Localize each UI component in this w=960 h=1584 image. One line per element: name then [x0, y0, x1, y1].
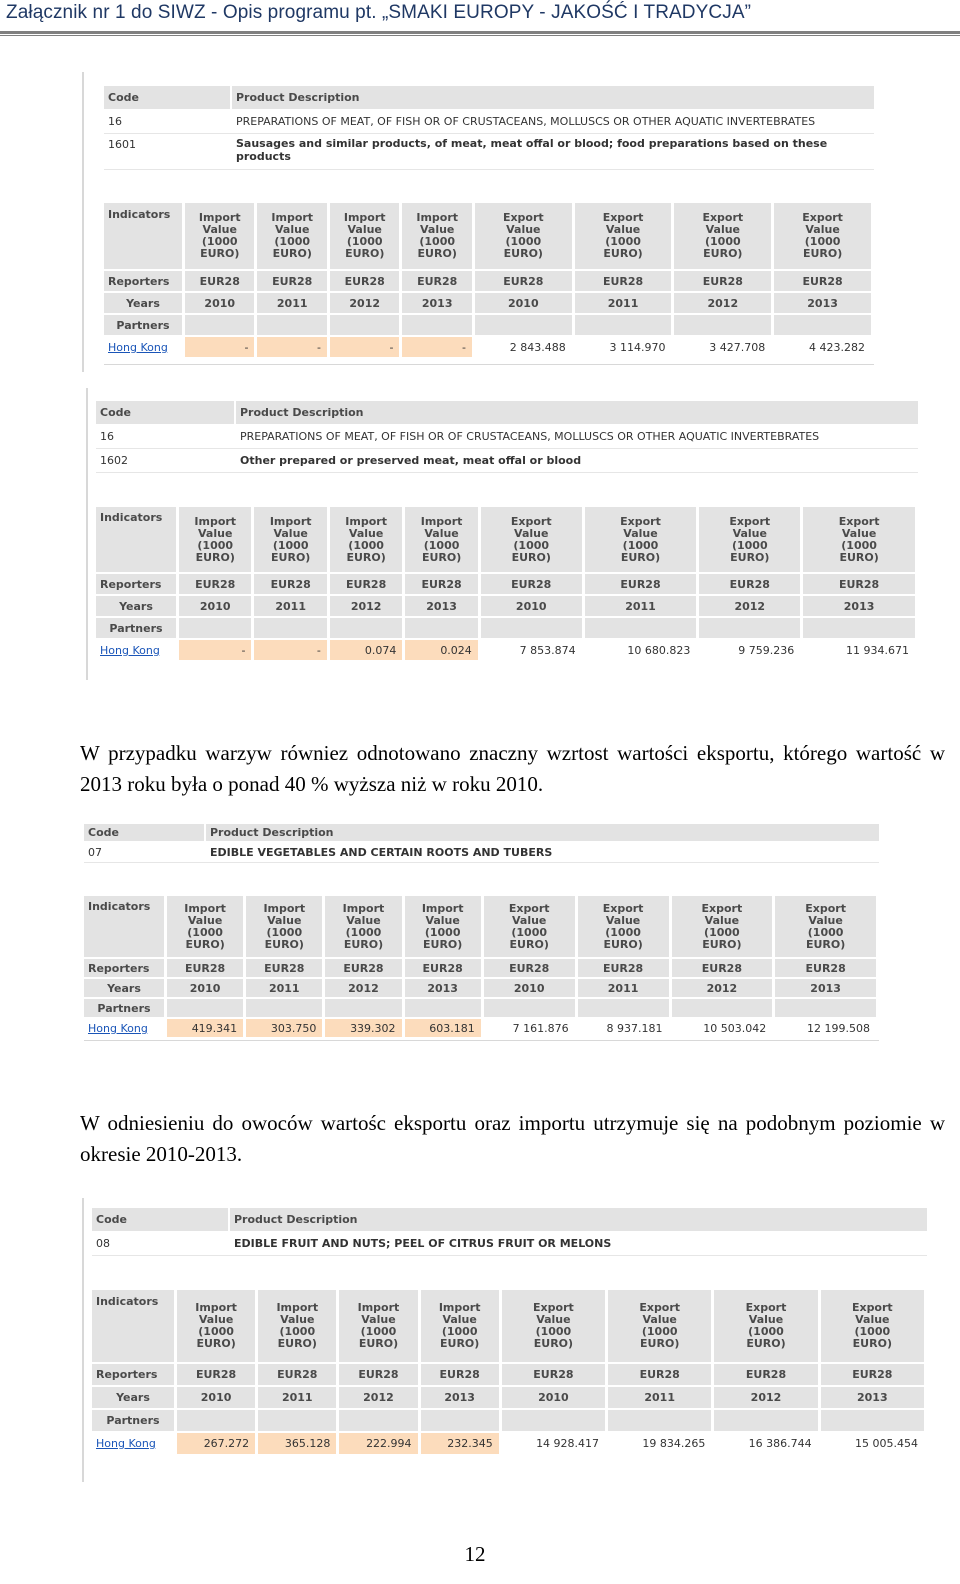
indicator-header: Export Value (1000 EURO) — [502, 1290, 608, 1362]
reporter-cell: EUR28 — [258, 1362, 339, 1385]
year-cell: 2013 — [775, 977, 879, 997]
value-cell: 3 114.970 — [575, 335, 675, 357]
indicator-header: Import Value (1000 EURO) — [257, 203, 329, 269]
years-label: Years — [84, 977, 167, 997]
year-cell: 2012 — [330, 291, 402, 313]
reporter-cell: EUR28 — [177, 1362, 258, 1385]
partner-link-hong-kong[interactable]: Hong Kong — [96, 1437, 156, 1450]
reporter-cell: EUR28 — [774, 269, 874, 291]
reporter-cell: EUR28 — [502, 1362, 608, 1385]
value-cell: 303.750 — [246, 1017, 325, 1037]
year-cell: 2013 — [774, 291, 874, 313]
year-cell: 2010 — [179, 594, 254, 616]
paragraph-fruit: W odniesieniu do owoców wartośc eksportu oraz importu utrzymuje się na podobnym poziomie w okresie 2010-2013. — [80, 1111, 945, 1166]
year-cell: 2011 — [585, 594, 700, 616]
year-cell: 2011 — [575, 291, 675, 313]
years-label: Years — [104, 291, 185, 313]
description-cell: PREPARATIONS OF MEAT, OF FISH OR OF CRUSTACEANS, MOLLUSCS OR OTHER AQUATIC INVERTEBRATES — [232, 110, 874, 134]
reporter-cell: EUR28 — [585, 572, 700, 594]
table-bottom-line — [104, 364, 874, 365]
reporter-cell: EUR28 — [254, 572, 329, 594]
reporter-cell: EUR28 — [330, 269, 402, 291]
reporter-cell: EUR28 — [179, 572, 254, 594]
partner-cell — [84, 1017, 167, 1037]
indicator-header: Import Value (1000 EURO) — [246, 896, 325, 957]
header-title: Załącznik nr 1 do SIWZ - Opis programu pt. „SMAKI EUROPY - JAKOŚĆ I TRADYCJA” — [6, 2, 752, 23]
reporter-cell: EUR28 — [608, 1362, 714, 1385]
product-description-table — [92, 1208, 927, 1256]
product-description-header: Product Description — [236, 401, 918, 425]
value-cell: 16 386.744 — [714, 1431, 820, 1454]
value-cell: 267.272 — [177, 1431, 258, 1454]
value-cell: - — [179, 638, 254, 660]
year-cell: 2013 — [405, 977, 484, 997]
indicator-header: Import Value (1000 EURO) — [185, 203, 257, 269]
reporter-cell: EUR28 — [421, 1362, 502, 1385]
indicator-header: Export Value (1000 EURO) — [775, 896, 879, 957]
screenshot-edge — [86, 388, 88, 680]
year-cell: 2011 — [257, 291, 329, 313]
reporter-cell: EUR28 — [402, 269, 474, 291]
code-header: Code — [84, 824, 206, 842]
value-cell: 7 853.874 — [481, 638, 585, 660]
header-rule-thin — [0, 35, 960, 36]
reporter-cell: EUR28 — [475, 269, 575, 291]
value-cell: 10 680.823 — [585, 638, 700, 660]
indicator-header: Import Value (1000 EURO) — [405, 507, 480, 572]
years-label: Years — [92, 1385, 177, 1408]
partner-cell — [104, 335, 185, 357]
value-cell: 0.024 — [405, 638, 480, 660]
reporter-cell: EUR28 — [167, 957, 246, 977]
reporter-cell: EUR28 — [672, 957, 776, 977]
description-cell: PREPARATIONS OF MEAT, OF FISH OR OF CRUSTACEANS, MOLLUSCS OR OTHER AQUATIC INVERTEBRATES — [236, 425, 918, 449]
table-screenshot-2 — [86, 388, 926, 680]
indicator-header: Export Value (1000 EURO) — [714, 1290, 820, 1362]
value-cell: 603.181 — [405, 1017, 484, 1037]
value-cell: 4 423.282 — [774, 335, 874, 357]
reporter-cell: EUR28 — [257, 269, 329, 291]
screenshot-edge — [82, 1198, 84, 1482]
partner-link-hong-kong[interactable]: Hong Kong — [108, 340, 168, 354]
year-cell: 2011 — [254, 594, 329, 616]
product-description-header: Product Description — [230, 1208, 927, 1232]
reporter-cell: EUR28 — [405, 572, 480, 594]
indicator-header: Export Value (1000 EURO) — [774, 203, 874, 269]
partners-label: Partners — [92, 1408, 177, 1431]
product-description-table — [84, 824, 879, 863]
year-cell: 2010 — [502, 1385, 608, 1408]
value-cell: 222.994 — [339, 1431, 420, 1454]
value-cell: 3 427.708 — [674, 335, 774, 357]
value-cell: - — [257, 335, 329, 357]
partner-cell — [92, 1431, 177, 1454]
indicator-header: Export Value (1000 EURO) — [475, 203, 575, 269]
indicators-label: Indicators — [92, 1290, 177, 1362]
indicator-header: Import Value (1000 EURO) — [179, 507, 254, 572]
partners-label: Partners — [84, 997, 167, 1017]
trade-data-table — [92, 1290, 927, 1454]
code-cell: 08 — [92, 1232, 230, 1256]
indicator-header: Export Value (1000 EURO) — [608, 1290, 714, 1362]
indicators-label: Indicators — [96, 507, 179, 572]
indicator-header: Export Value (1000 EURO) — [674, 203, 774, 269]
reporter-cell: EUR28 — [325, 957, 404, 977]
description-cell: Sausages and similar products, of meat, meat offal or blood; food preparations based on these products — [232, 134, 874, 170]
code-header: Code — [104, 86, 232, 110]
reporter-cell: EUR28 — [821, 1362, 927, 1385]
reporters-label: Reporters — [92, 1362, 177, 1385]
value-cell: - — [330, 335, 402, 357]
table-screenshot-4 — [82, 1198, 932, 1482]
indicator-header: Export Value (1000 EURO) — [481, 507, 585, 572]
reporter-cell: EUR28 — [405, 957, 484, 977]
indicator-header: Import Value (1000 EURO) — [254, 507, 329, 572]
value-cell: 365.128 — [258, 1431, 339, 1454]
reporter-cell: EUR28 — [775, 957, 879, 977]
year-cell: 2013 — [402, 291, 474, 313]
reporter-cell: EUR28 — [481, 572, 585, 594]
year-cell: 2012 — [672, 977, 776, 997]
reporter-cell: EUR28 — [803, 572, 918, 594]
years-label: Years — [96, 594, 179, 616]
year-cell: 2010 — [481, 594, 585, 616]
partner-cell — [96, 638, 179, 660]
indicator-header: Export Value (1000 EURO) — [821, 1290, 927, 1362]
value-cell: 9 759.236 — [699, 638, 803, 660]
reporters-label: Reporters — [84, 957, 167, 977]
code-header: Code — [96, 401, 236, 425]
product-description-table — [96, 401, 918, 473]
year-cell: 2010 — [475, 291, 575, 313]
value-cell: 7 161.876 — [484, 1017, 578, 1037]
year-cell: 2012 — [674, 291, 774, 313]
table-screenshot-3 — [84, 822, 884, 1044]
partners-label: Partners — [104, 313, 185, 335]
year-cell: 2011 — [246, 977, 325, 997]
reporter-cell: EUR28 — [575, 269, 675, 291]
reporters-label: Reporters — [96, 572, 179, 594]
code-cell: 16 — [96, 425, 236, 449]
indicator-header: Import Value (1000 EURO) — [339, 1290, 420, 1362]
year-cell: 2011 — [608, 1385, 714, 1408]
code-cell: 16 — [104, 110, 232, 134]
value-cell: 19 834.265 — [608, 1431, 714, 1454]
description-cell: Other prepared or preserved meat, meat offal or blood — [236, 449, 918, 473]
reporter-cell: EUR28 — [484, 957, 578, 977]
value-cell: - — [254, 638, 329, 660]
value-cell: 12 199.508 — [775, 1017, 879, 1037]
year-cell: 2012 — [714, 1385, 820, 1408]
description-cell: EDIBLE VEGETABLES AND CERTAIN ROOTS AND TUBERS — [206, 842, 879, 863]
value-cell: 11 934.671 — [803, 638, 918, 660]
reporter-cell: EUR28 — [246, 957, 325, 977]
indicator-header: Import Value (1000 EURO) — [330, 507, 405, 572]
indicator-header: Export Value (1000 EURO) — [803, 507, 918, 572]
indicator-header: Export Value (1000 EURO) — [585, 507, 700, 572]
code-cell: 1602 — [96, 449, 236, 473]
partners-label: Partners — [96, 616, 179, 638]
year-cell: 2012 — [699, 594, 803, 616]
value-cell: 14 928.417 — [502, 1431, 608, 1454]
indicator-header: Export Value (1000 EURO) — [672, 896, 776, 957]
reporters-label: Reporters — [104, 269, 185, 291]
value-cell: 15 005.454 — [821, 1431, 927, 1454]
trade-data-table — [96, 507, 918, 660]
year-cell: 2010 — [167, 977, 246, 997]
table-bottom-line — [84, 1040, 879, 1041]
indicator-header: Import Value (1000 EURO) — [258, 1290, 339, 1362]
value-cell: 2 843.488 — [475, 335, 575, 357]
year-cell: 2011 — [578, 977, 672, 997]
reporter-cell: EUR28 — [699, 572, 803, 594]
code-header: Code — [92, 1208, 230, 1232]
partner-link-hong-kong[interactable]: Hong Kong — [100, 643, 160, 657]
reporter-cell: EUR28 — [714, 1362, 820, 1385]
reporter-cell: EUR28 — [339, 1362, 420, 1385]
year-cell: 2012 — [325, 977, 404, 997]
value-cell: - — [185, 335, 257, 357]
value-cell: 0.074 — [330, 638, 405, 660]
indicator-header: Import Value (1000 EURO) — [421, 1290, 502, 1362]
year-cell: 2013 — [421, 1385, 502, 1408]
product-description-header: Product Description — [206, 824, 879, 842]
indicator-header: Import Value (1000 EURO) — [177, 1290, 258, 1362]
year-cell: 2010 — [177, 1385, 258, 1408]
year-cell: 2013 — [405, 594, 480, 616]
indicator-header: Export Value (1000 EURO) — [699, 507, 803, 572]
year-cell: 2012 — [339, 1385, 420, 1408]
year-cell: 2010 — [185, 291, 257, 313]
page-header — [0, 0, 960, 36]
trade-data-table — [104, 203, 874, 357]
description-cell: EDIBLE FRUIT AND NUTS; PEEL OF CITRUS FRUIT OR MELONS — [230, 1232, 927, 1256]
reporter-cell: EUR28 — [578, 957, 672, 977]
year-cell: 2012 — [330, 594, 405, 616]
table-screenshot-1 — [82, 72, 882, 372]
reporter-cell: EUR28 — [185, 269, 257, 291]
value-cell: 339.302 — [325, 1017, 404, 1037]
indicator-header: Import Value (1000 EURO) — [167, 896, 246, 957]
value-cell: 8 937.181 — [578, 1017, 672, 1037]
indicator-header: Import Value (1000 EURO) — [325, 896, 404, 957]
value-cell: - — [402, 335, 474, 357]
page-number: 12 — [464, 1542, 486, 1566]
value-cell: 232.345 — [421, 1431, 502, 1454]
value-cell: 10 503.042 — [672, 1017, 776, 1037]
paragraph-vegetables: W przypadku warzyw równiez odnotowano znaczny wzrtost wartości eksportu, którego wartość w 2013 roku była o ponad 40 % wyższa niż w roku 2010. — [80, 741, 945, 796]
reporter-cell: EUR28 — [330, 572, 405, 594]
indicator-header: Export Value (1000 EURO) — [484, 896, 578, 957]
indicators-label: Indicators — [84, 896, 167, 957]
year-cell: 2010 — [484, 977, 578, 997]
product-description-header: Product Description — [232, 86, 874, 110]
indicator-header: Export Value (1000 EURO) — [578, 896, 672, 957]
product-description-table — [104, 86, 874, 170]
year-cell: 2011 — [258, 1385, 339, 1408]
year-cell: 2013 — [821, 1385, 927, 1408]
value-cell: 419.341 — [167, 1017, 246, 1037]
header-rule — [0, 31, 960, 34]
trade-data-table — [84, 896, 879, 1037]
indicator-header: Import Value (1000 EURO) — [405, 896, 484, 957]
code-cell: 1601 — [104, 134, 232, 170]
code-cell: 07 — [84, 842, 206, 863]
indicator-header: Export Value (1000 EURO) — [575, 203, 675, 269]
reporter-cell: EUR28 — [674, 269, 774, 291]
indicator-header: Import Value (1000 EURO) — [402, 203, 474, 269]
indicators-label: Indicators — [104, 203, 185, 269]
indicator-header: Import Value (1000 EURO) — [330, 203, 402, 269]
partner-link-hong-kong[interactable]: Hong Kong — [88, 1021, 148, 1035]
screenshot-edge — [82, 72, 84, 372]
year-cell: 2013 — [803, 594, 918, 616]
